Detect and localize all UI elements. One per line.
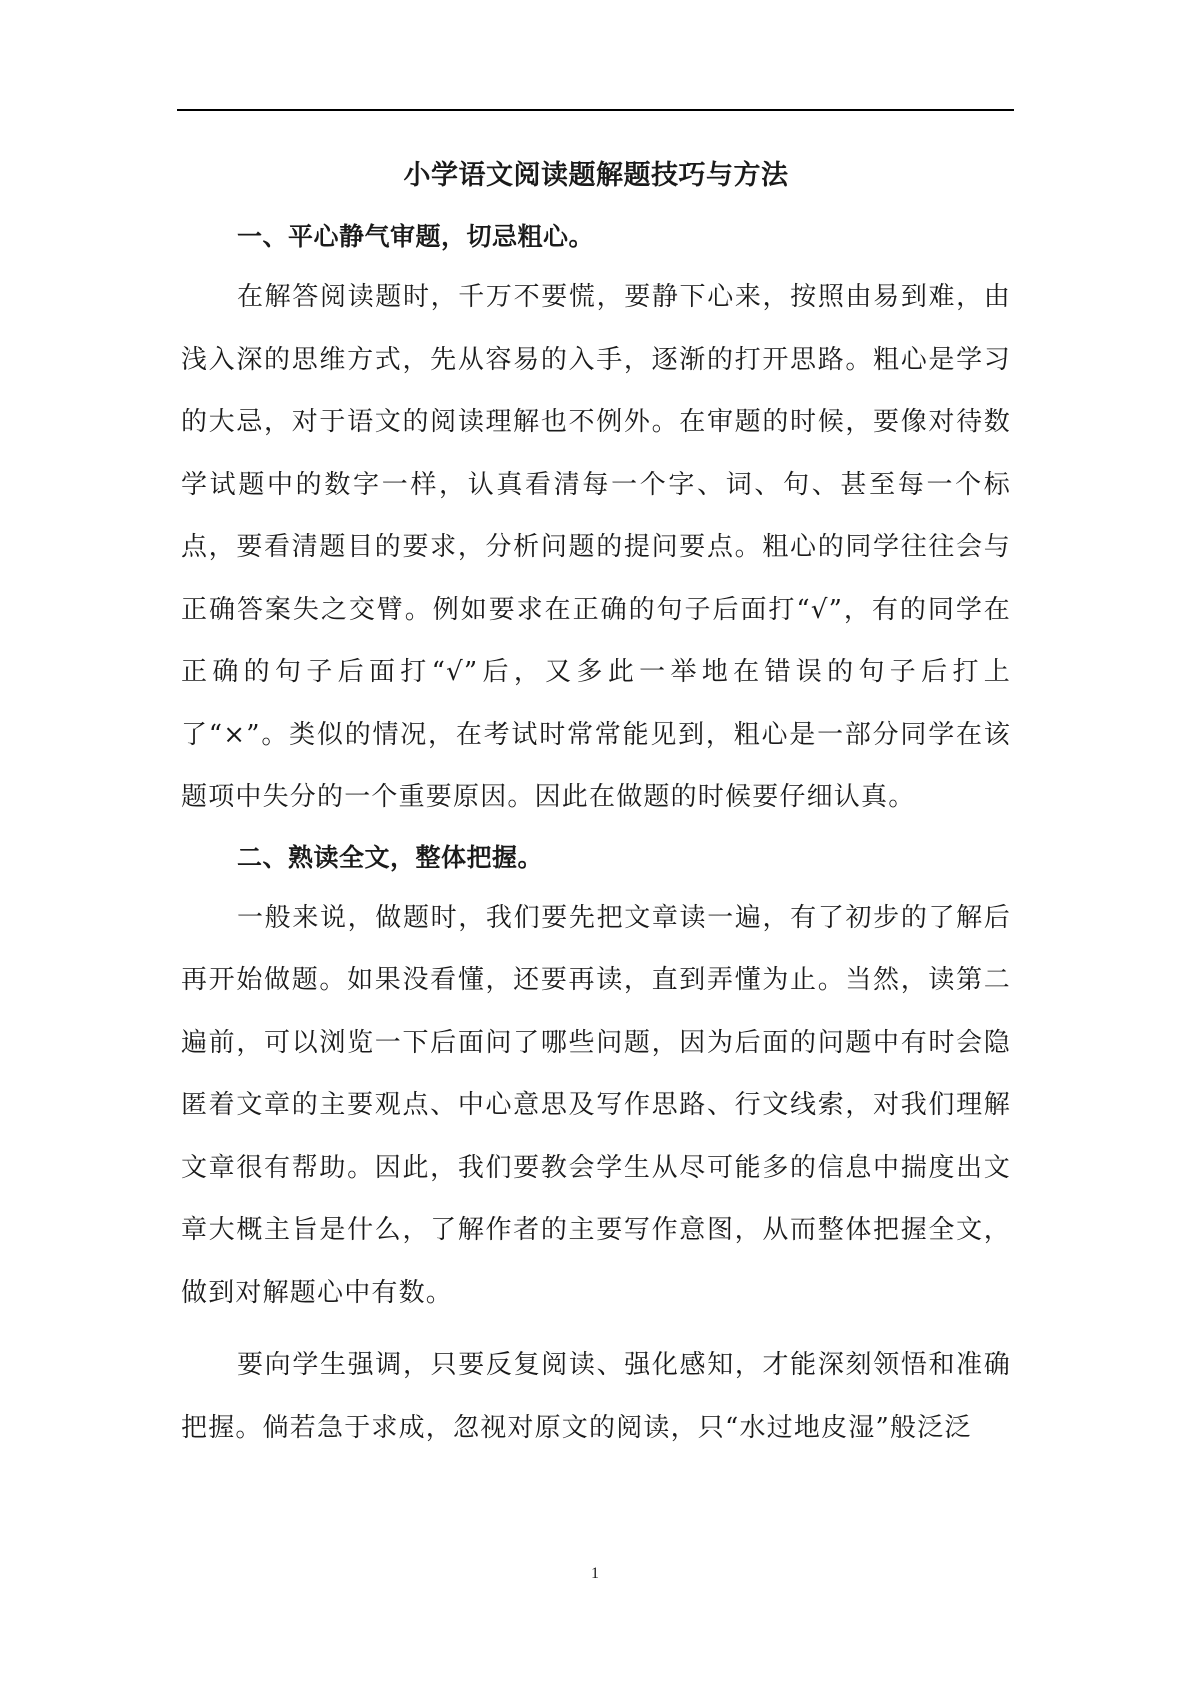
document-title: 小学语文阅读题解题技巧与方法	[403, 160, 789, 191]
paragraph: 在解答阅读题时，千万不要慌，要静下心来，按照由易到难，由浅入深的思维方式，先从容易的入手，逐渐的打开思路。粗心是学习的大忌，对于语文的阅读理解也不例外。在审题的时候，要像对待数学试题中的数字一样，认真看清每一个字、词、句、甚至每一个标点，要看清题目的要求，分析问题的提问要点。粗心的同学往往会与正确答案失之交臂。例如要求在正确的句子后面打“√”，有的同学在正确的句子后面打“√”后，又多此一举地在错误的句子后打上了“×”。类似的情况，在考试时常常能见到，粗心是一部分同学在该题项中失分的一个重要原因。因此在做题的时候要仔细认真。	[181, 282, 1011, 812]
section-2	[181, 829, 1011, 1460]
header-rule	[177, 109, 1014, 111]
page-number: 1	[591, 1565, 599, 1582]
document-body	[181, 150, 1011, 1459]
paragraph: 要向学生强调，只要反复阅读、强化感知，才能深刻领悟和准确把握。倘若急于求成，忽视对原文的阅读，只“水过地皮湿”般泛泛	[181, 1350, 1011, 1443]
paragraph: 一般来说，做题时，我们要先把文章读一遍，有了初步的了解后再开始做题。如果没看懂，还要再读，直到弄懂为止。当然，读第二遍前，可以浏览一下后面问了哪些问题，因为后面的问题中有时会隐匿着文章的主要观点、中心意思及写作思路、行文线索，对我们理解文章很有帮助。因此，我们要教会学生从尽可能多的信息中揣度出文章大概主旨是什么，了解作者的主要写作意图，从而整体把握全文，做到对解题心中有数。	[181, 902, 1011, 1308]
section-heading: 一、平心静气审题，切忌粗心。	[237, 222, 595, 251]
section-1	[181, 208, 1011, 829]
section-heading: 二、熟读全文，整体把握。	[237, 842, 544, 872]
